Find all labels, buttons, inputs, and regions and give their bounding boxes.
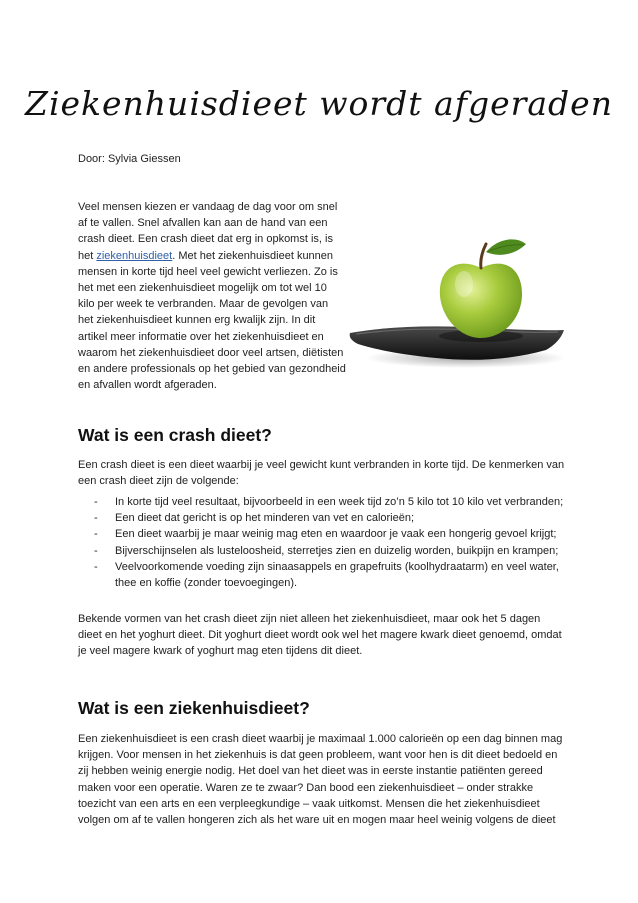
list-item [78,494,566,510]
crash-dieet-bullet-list [78,494,566,591]
ziekenhuisdieet-paragraph: Een ziekenhuisdieet is een crash dieet waarbij je maximaal 1.000 calorieën op een dag binnen mag krijgen. Voor mensen in het ziekenhuis is dat geen probleem, want voor hen is dit dieet bedoeld en zij hebben weinig energie nodig. Het doel van het dieet was in eerste instantie patiënten gereed maken voor een operatie. Waren ze te zwaar? Dan bood een ziekenhuisdieet – onder strakke toezicht van een arts en een verpleegkundige – vaak uitkomst. Mensen die het ziekenhuisdieet volgen om af te vallen hongeren zich als het ware uit en mogen maar heel weinig volgens de dieet [78,733,563,827]
intro-paragraph [78,199,346,393]
apple-on-plate-image [346,208,566,384]
bullet-dash: - [94,496,98,508]
ziekenhuisdieet-link[interactable]: ziekenhuisdieet [96,249,173,262]
list-item [78,543,566,559]
document-title: Ziekenhuisdieet wordt afgeraden [25,84,613,123]
bullet-dash: - [94,528,98,541]
intro-text-end: . Met het ziekenhuisdieet kunnen mensen in korte tijd heel veel gewicht verliezen. Zo is het met een ziekenhuisdieet mogelijk om tot wel 10 kilo per week te verbranden. Maar de gevolgen van het ziekenhuisdieet kunnen erg kwalijk zijn. In dit artikel meer informatie over het ziekenhuisdieet en waarom het ziekenhuisdieet door veel artsen, diëtisten en andere professionals op het gebied van gezondheid en afvallen wordt afgeraden. [78,249,346,392]
list-item-text: Veelvoorkomende voeding zijn sinaasappels en grapefruits (koolhydraatarm) en veel water, thee en koffie (zonder toevoegingen). [115,560,559,590]
section-heading-crash-dieet: Wat is een crash dieet? [78,425,272,445]
list-item [78,526,566,542]
bullet-dash: - [94,560,98,573]
crash-dieet-forms-paragraph: Bekende vormen van het crash dieet zijn niet alleen het ziekenhuisdieet, maar ook het 5 dagen dieet en het yoghurt dieet. Dit yoghurt dieet wordt ook wel het magere kwark dieet genoemd, omdat je veel magere kwark of yoghurt mag eten tijdens dit dieet. [78,613,562,658]
list-item-text: Een dieet dat gericht is op het minderen van vet en calorieën; [115,512,415,525]
bullet-dash: - [94,544,98,557]
section-heading-ziekenhuisdieet: Wat is een ziekenhuisdieet? [78,698,310,718]
list-item [78,559,566,591]
intro-text-start: Veel mensen kiezen er vandaag de dag voor om snel af te vallen. Snel afvallen kan aan de hand van een crash dieet. Een crash dieet dat erg in opkomst is, is het [78,201,338,262]
list-item-text: Een dieet waarbij je maar weinig mag eten en waardoor je vaak een hongerig gevoel krijgt; [115,528,557,541]
author-line: Door: Sylvia Giessen [78,153,181,165]
list-item-text: In korte tijd veel resultaat, bijvoorbeeld in een week tijd zo’n 5 kilo tot 10 kilo vet verbranden; [115,496,564,508]
crash-dieet-paragraph: Een crash dieet is een dieet waarbij je veel gewicht kunt verbranden in korte tijd. De kenmerken van een crash dieet zijn de volgende: [78,459,565,488]
bullet-dash: - [94,512,98,525]
list-item [78,510,566,526]
list-item-text: Bijverschijnselen als lusteloosheid, sterretjes zien en duizelig worden, buikpijn en krampen; [115,544,559,557]
